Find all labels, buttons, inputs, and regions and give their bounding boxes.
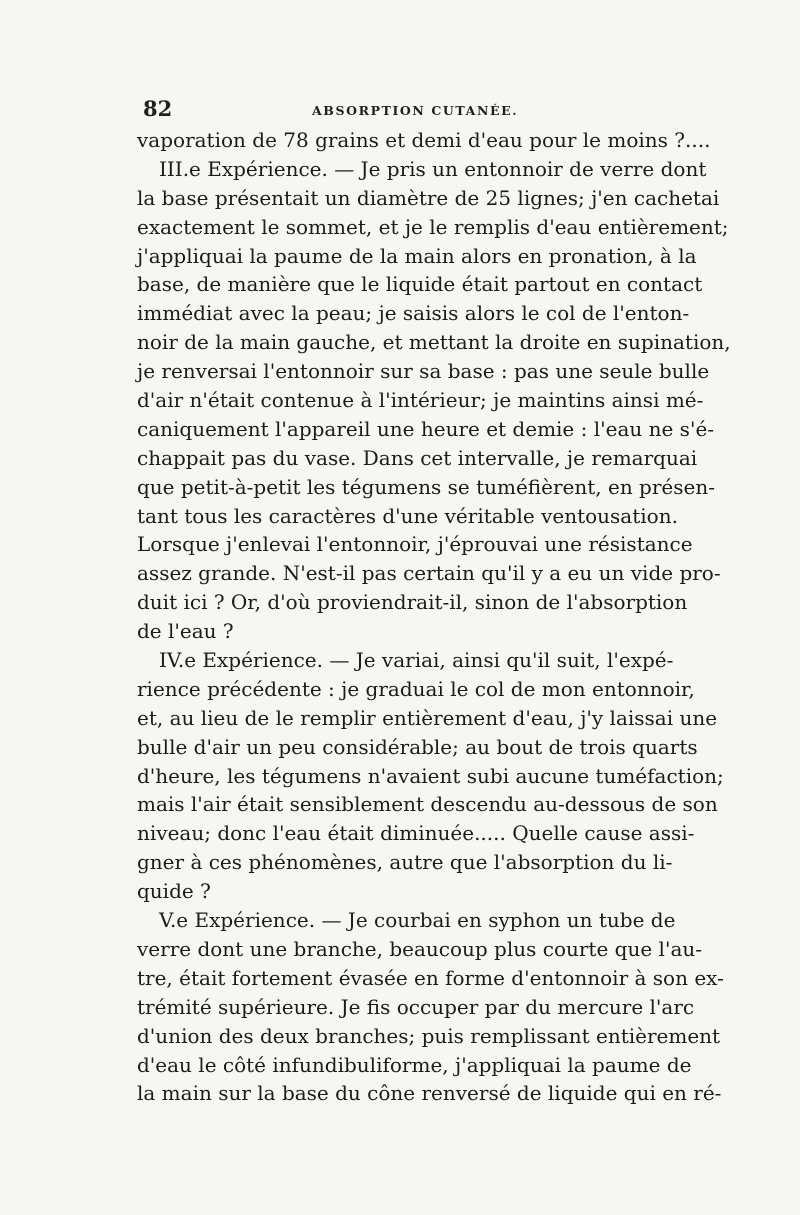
text-line: que petit-à-petit les tégumens se tuméfièrent, en présen- [137, 474, 715, 499]
text-line: je renversai l'entonnoir sur sa base : pas une seule bulle [137, 359, 710, 384]
text-line: exactement le sommet, et je le remplis d'eau entièrement; [137, 214, 729, 239]
text-line: IV.e Expérience. — Je variai, ainsi qu'il suit, l'expé- [159, 648, 674, 673]
text-line: duit ici ? Or, d'où proviendrait-il, sinon de l'absorption [137, 590, 688, 615]
text-line: niveau; donc l'eau était diminuée..... Quelle cause assi- [137, 821, 695, 846]
page-number: 82 [143, 96, 173, 121]
text-line: assez grande. N'est-il pas certain qu'il y a eu un vide pro- [137, 561, 721, 586]
text-line: noir de la main gauche, et mettant la droite en supination, [137, 330, 731, 355]
text-line: d'union des deux branches; puis remplissant entièrement [137, 1023, 721, 1048]
text-line: vaporation de 78 grains et demi d'eau pour le moins ?.... [137, 128, 711, 152]
text-line: Lorsque j'enlevai l'entonnoir, j'éprouvai une résistance [137, 532, 693, 557]
text-line: gner à ces phénomènes, autre que l'absorption du li- [137, 850, 673, 875]
text-line: j'appliquai la paume de la main alors en pronation, à la [137, 243, 697, 268]
text-line: base, de manière que le liquide était partout en contact [137, 272, 703, 297]
text-line: tant tous les caractères d'une véritable ventousation. [137, 503, 678, 528]
text-line: verre dont une branche, beaucoup plus courte que l'au- [137, 936, 702, 961]
text-line: tre, était fortement évasée en forme d'entonnoir à son ex- [137, 965, 724, 990]
page-header [143, 96, 665, 122]
running-head: ABSORPTION CUTANÉE. [312, 103, 519, 118]
text-line: III.e Expérience. — Je pris un entonnoir de verre dont [159, 156, 707, 181]
text-line: chappait pas du vase. Dans cet intervalle, je remarquai [137, 445, 698, 470]
text-line: d'eau le côté infundibuliforme, j'appliquai la paume de [137, 1052, 692, 1077]
text-line: caniquement l'appareil une heure et demie : l'eau ne s'é- [137, 416, 715, 441]
text-line: de l'eau ? [137, 619, 234, 644]
body-text [137, 126, 731, 1108]
text-line: bulle d'air un peu considérable; au bout de trois quarts [137, 734, 698, 759]
text-line: immédiat avec la peau; je saisis alors le col de l'enton- [137, 301, 690, 326]
text-line: d'air n'était contenue à l'intérieur; je maintins ainsi mé- [137, 388, 704, 413]
text-line: trémité supérieure. Je fis occuper par du mercure l'arc [137, 994, 695, 1019]
text-line: la main sur la base du cône renversé de liquide qui en ré- [137, 1081, 722, 1106]
text-line: la base présentait un diamètre de 25 lignes; j'en cachetai [137, 185, 720, 210]
text-line: quide ? [137, 879, 211, 904]
text-line: d'heure, les tégumens n'avaient subi aucune tuméfaction; [137, 763, 724, 788]
text-line: V.e Expérience. — Je courbai en syphon un tube de [159, 908, 676, 933]
text-line: rience précédente : je graduai le col de mon entonnoir, [137, 676, 695, 701]
text-line: et, au lieu de le remplir entièrement d'eau, j'y laissai une [137, 705, 718, 730]
text-line: mais l'air était sensiblement descendu au-dessous de son [137, 792, 718, 817]
